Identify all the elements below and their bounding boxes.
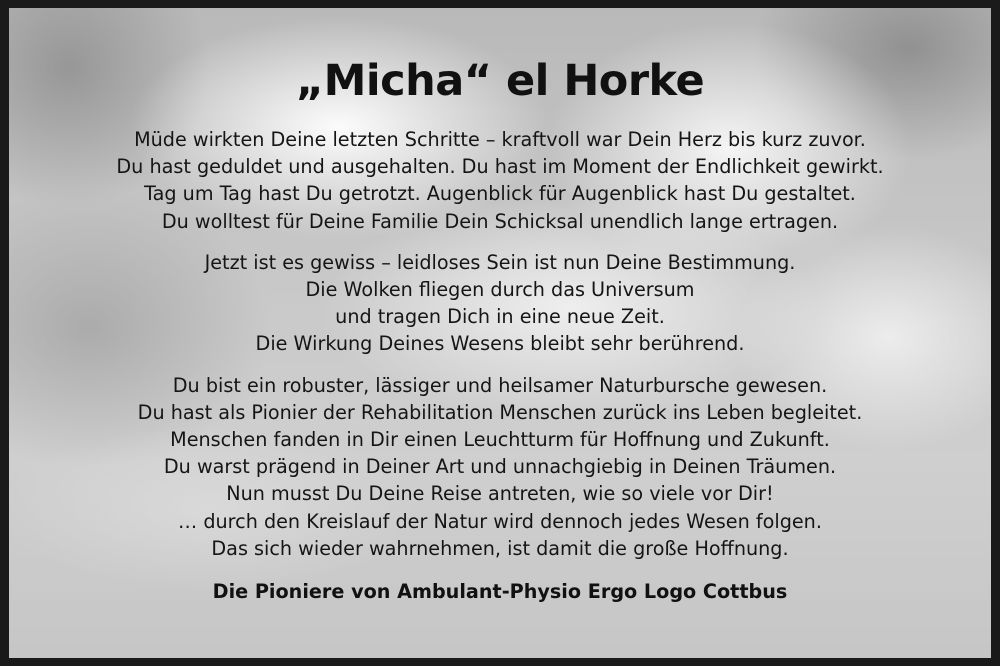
poem-line: Die Wolken fliegen durch das Universum xyxy=(305,278,695,302)
poem-stanza-1 xyxy=(9,126,991,235)
obituary-content xyxy=(9,8,991,605)
poem-line: Das sich wieder wahrnehmen, ist damit die große Hoffnung. xyxy=(211,536,789,560)
poem-line: Du bist ein robuster, lässiger und heilsamer Naturbursche gewesen. xyxy=(172,373,828,397)
poem-line: … durch den Kreislauf der Natur wird dennoch jedes Wesen folgen. xyxy=(178,509,822,533)
poem-line: Du hast als Pionier der Rehabilitation Menschen zurück ins Leben begleitet. xyxy=(137,400,863,424)
poem-line: Tag um Tag hast Du getrotzt. Augenblick für Augenblick hast Du gestaltet. xyxy=(144,182,856,206)
poem-line: Nun musst Du Deine Reise antreten, wie so viele vor Dir! xyxy=(226,482,774,506)
poem-line: Du wolltest für Deine Familie Dein Schicksal unendlich lange ertragen. xyxy=(161,209,839,233)
poem-stanza-2 xyxy=(9,249,991,358)
obituary-card xyxy=(9,8,991,658)
signature: Die Pioniere von Ambulant-Physio Ergo Logo Cottbus xyxy=(212,580,788,604)
poem-line: Müde wirkten Deine letzten Schritte – kraftvoll war Dein Herz bis kurz zuvor. xyxy=(134,128,866,151)
obituary-title: „Micha“ el Horke xyxy=(295,56,705,106)
poem-line: Jetzt ist es gewiss – leidloses Sein ist nun Deine Bestimmung. xyxy=(204,250,796,274)
poem-line: Du hast geduldet und ausgehalten. Du hast im Moment der Endlichkeit gewirkt. xyxy=(116,155,884,179)
poem-line: Du warst prägend in Deiner Art und unnachgiebig in Deinen Träumen. xyxy=(163,455,837,479)
poem-stanza-3 xyxy=(9,372,991,562)
poem-line: Die Wirkung Deines Wesens bleibt sehr berührend. xyxy=(255,332,745,356)
poem-line: Menschen fanden in Dir einen Leuchtturm für Hoffnung und Zukunft. xyxy=(170,428,830,452)
poem-line: und tragen Dich in eine neue Zeit. xyxy=(335,305,665,329)
